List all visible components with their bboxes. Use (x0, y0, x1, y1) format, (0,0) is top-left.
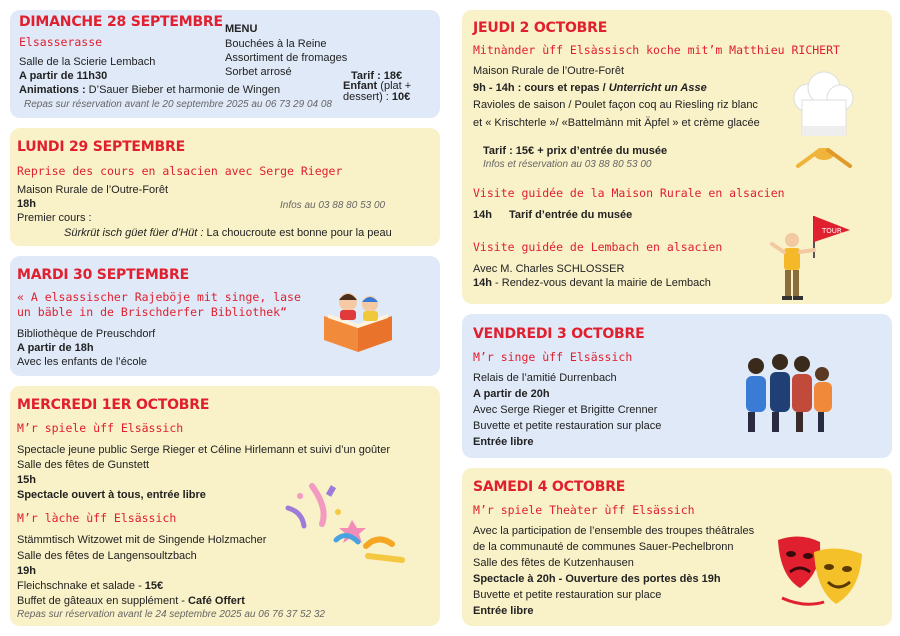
menu-item: Bouchées à la Reine (225, 38, 327, 50)
venue: Salle des fêtes de Kutzenhausen (473, 557, 634, 569)
tour-guide-icon (762, 210, 856, 306)
entree: Entrée libre (473, 436, 534, 448)
buvette: Buvette et petite restauration sur place (473, 420, 662, 432)
buvette: Buvette et petite restauration sur place (473, 589, 662, 601)
entree: Entrée libre (473, 605, 534, 617)
day-title: MARDI 30 SEPTEMBRE (17, 267, 189, 283)
venue: Maison Rurale de l’Outre-Forêt (473, 65, 625, 77)
event-title-3: Visite guidée de Lembach en alsacien (473, 240, 723, 254)
confetti-icon (282, 478, 412, 578)
menu-line: Ravioles de saison / Poulet façon coq au Riesling riz blanc (473, 99, 758, 111)
event-title: M’r spiele ùff Elsässich (17, 421, 184, 435)
rdv: 14h - Rendez-vous devant la mairie de Lembach (473, 277, 711, 289)
event-title: Reprise des cours en alsacien avec Serge Rieger (17, 164, 343, 178)
quote: Sürkrüt isch güet füer d’Hüt : La choucroute est bonne pour la peau (64, 227, 392, 239)
theater-masks-icon (774, 532, 866, 610)
time: A partir de 18h (17, 342, 94, 354)
buffet: Buffet de gâteaux en supplément - Café Offert (17, 595, 245, 607)
menu-line-2: et « Krischterle »/ «Battelmànn mit Äpfel » et crème glacée (473, 117, 760, 129)
flag-label: TOUR (822, 227, 842, 235)
reservation-note: Repas sur réservation avant le 24 septembre 2025 au 06 76 37 52 32 (17, 609, 325, 620)
description: Spectacle jeune public Serge Rieger et Céline Hirlemann et suivi d’un goûter (17, 444, 390, 456)
entry-note: Spectacle ouvert à tous, entrée libre (17, 489, 206, 501)
note: Avec les enfants de l’école (17, 356, 148, 368)
menu-title: MENU (225, 23, 258, 35)
time: 15h (17, 474, 36, 486)
spectacle-time: Spectacle à 20h - Ouverture des portes dès 19h (473, 573, 721, 585)
description-2: de la communauté de communes Sauer-Pechelbronn (473, 541, 734, 553)
singers-group-icon (736, 352, 838, 434)
avec: Avec M. Charles SCHLOSSER (473, 263, 625, 275)
time: 18h (17, 198, 36, 210)
tarif: Tarif : 15€ + prix d’entrée du musée (483, 145, 668, 157)
time: A partir de 11h30 (19, 70, 108, 82)
time: A partir de 20h (473, 388, 550, 400)
infos: Infos au 03 88 80 53 00 (280, 200, 386, 211)
event-title: M’r singe ùff Elsässich (473, 350, 633, 364)
tarif: Tarif : 18€ (351, 70, 403, 82)
tarif-2: Tarif d’entrée du musée (509, 209, 633, 221)
chef-hat-icon (790, 70, 856, 170)
time-2: 14h (473, 209, 492, 221)
description: Avec la participation de l’ensemble des troupes théâtrales (473, 525, 755, 537)
venue: Maison Rurale de l’Outre-Forêt (17, 184, 169, 196)
day-title: DIMANCHE 28 SEPTEMBRE (19, 14, 223, 30)
infos: Infos et réservation au 03 88 80 53 00 (483, 159, 652, 170)
enfant-tarif: Enfant (plat + (343, 80, 412, 92)
menu-item: Sorbet arrosé (225, 66, 292, 78)
day-title: JEUDI 2 OCTOBRE (473, 20, 608, 36)
day-title: VENDREDI 3 OCTOBRE (473, 326, 645, 342)
animations: Animations : D’Sauer Bieber et harmonie de Wingen (19, 84, 281, 96)
day-title: MERCREDI 1ER OCTOBRE (17, 397, 210, 413)
day-title: LUNDI 29 SEPTEMBRE (17, 139, 185, 155)
venue: Bibliothèque de Preuschdorf (17, 328, 156, 340)
reservation-note: Repas sur réservation avant le 20 septembre 2025 au 06 73 29 04 08 (24, 99, 332, 110)
event-title: Mitnànder ùff Elsàssisch koche mit’m Matthieu RICHERT (473, 43, 840, 57)
menu-item: Assortiment de fromages (225, 52, 348, 64)
event-title-line2: un bäble in de Brischderfer Bibliothek“ (17, 305, 288, 319)
day-title: SAMEDI 4 OCTOBRE (473, 479, 626, 495)
event-title-2: Visite guidée de la Maison Rurale en alsacien (473, 186, 785, 200)
venue: Salle des fêtes de Gunstett (17, 459, 150, 471)
enfant-tarif-line2: dessert) : 10€ (343, 91, 411, 103)
premier-cours: Premier cours : (17, 212, 92, 224)
event-title: « A elsassischer Rajeböje mit singe, lase (17, 290, 301, 304)
description-2: Stämmtisch Witzowet mit de Singende Holzmacher (17, 534, 267, 546)
event-title-2: M’r làche ùff Elsässich (17, 511, 177, 525)
time: 9h - 14h : cours et repas / Unterricht un Asse (473, 82, 707, 94)
event-title: M’r spiele Theàter ùff Elsässich (473, 503, 695, 517)
food: Fleichschnake et salade - 15€ (17, 580, 164, 592)
book-kids-icon (318, 286, 398, 354)
venue: Salle de la Scierie Lembach (19, 56, 156, 68)
venue: Relais de l’amitié Durrenbach (473, 372, 617, 384)
avec: Avec Serge Rieger et Brigitte Crenner (473, 404, 658, 416)
venue-2: Salle des fêtes de Langensoultzbach (17, 550, 197, 562)
time-2: 19h (17, 565, 36, 577)
event-title: Elsasserasse (19, 35, 103, 49)
